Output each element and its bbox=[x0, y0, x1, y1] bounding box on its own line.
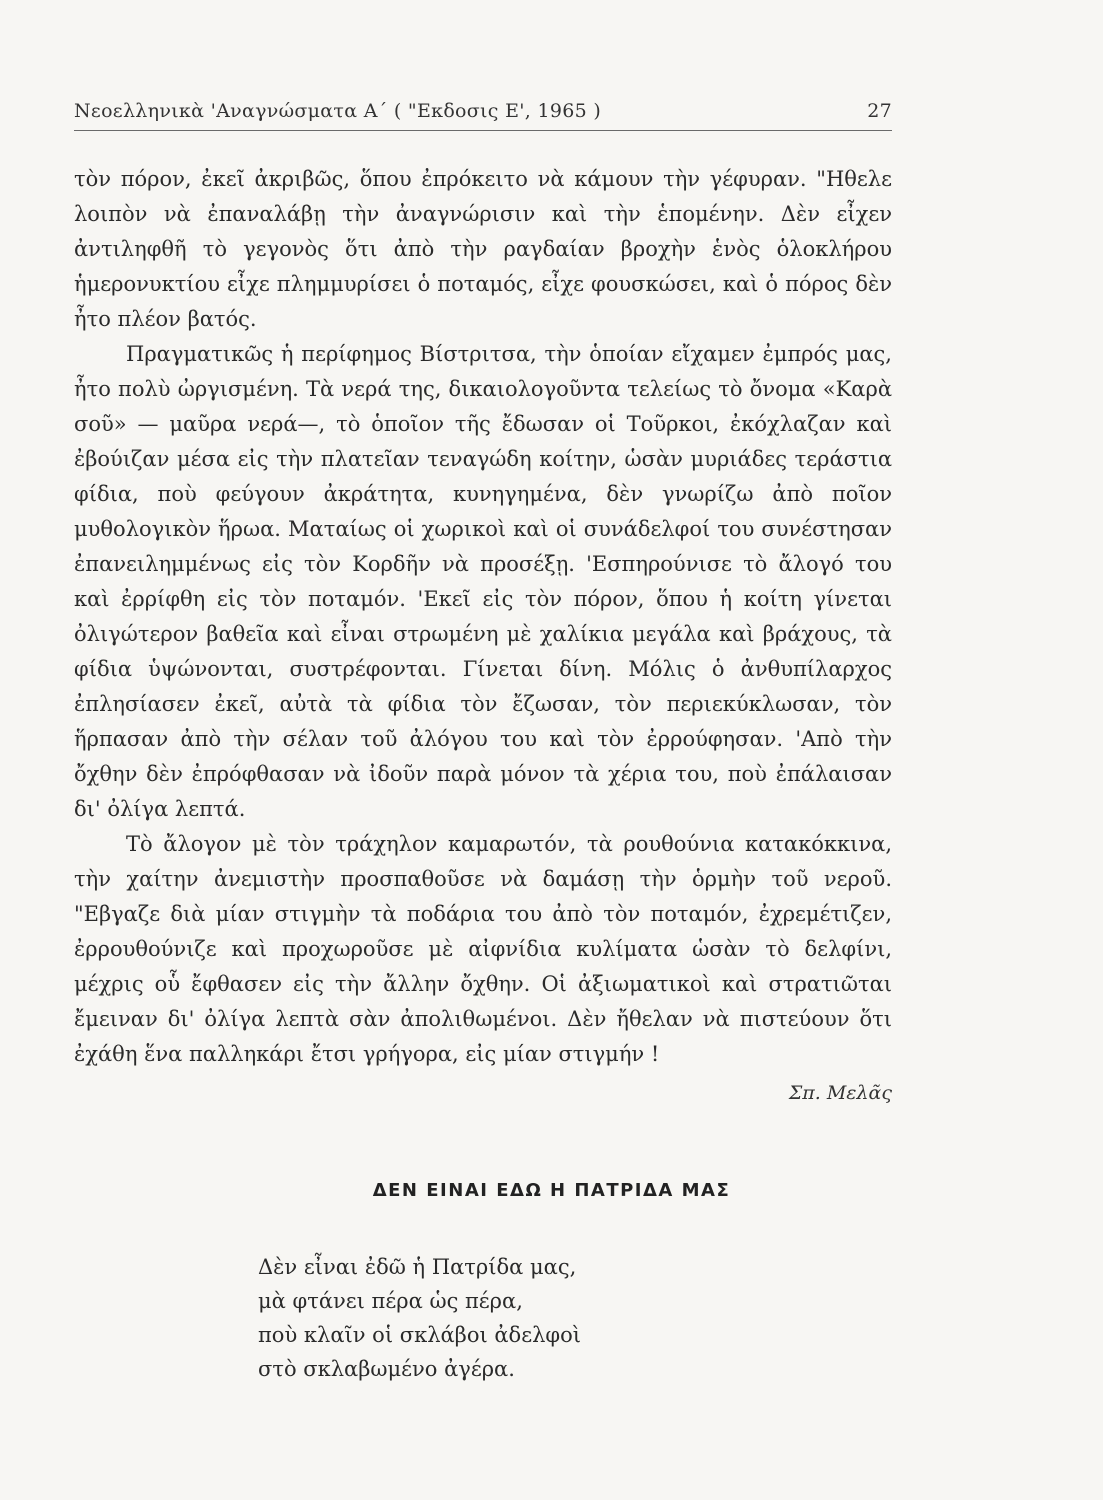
poem-line: ποὺ κλαῖν οἱ σκλάβοι ἀδελφοὶ bbox=[258, 1323, 581, 1347]
poem-title: ΔΕΝ ΕΙΝΑΙ ΕΔΩ Η ΠΑΤΡΙΔΑ ΜΑΣ bbox=[372, 1180, 731, 1201]
poem-line: Δὲν εἶναι ἐδῶ ἡ Πατρίδα μας, bbox=[258, 1255, 577, 1279]
paragraph: Τὸ ἄλογον μὲ τὸν τράχηλον καμαρωτόν, τὰ ρουθούνια κατακόκκινα, τὴν χαίτην ἀνεμιστὴν προσπαθοῦσε νὰ δαμάσῃ τὴν ὁρμὴν τοῦ νεροῦ. "Εβγαζε διὰ μίαν στιγμὴν τὰ ποδάρια του ἀπὸ τὸν ποταμόν, ἐχρεμέτιζεν, ἐρρουθούνιζε καὶ προχωροῦσε μὲ αἰφνίδια κυλίματα ὡσὰν τὸ δελφίνι, μέχρις οὗ ἔφθασεν εἰς τὴν ἄλλην ὄχθην. Οἱ ἀξιωματικοὶ καὶ στρατιῶται ἔμειναν δι' ὀλίγα λεπτὰ σὰν ἀπολιθωμένοι. Δὲν ἤθελαν νὰ πιστεύουν ὅτι ἐχάθη ἕνα παλληκάρι ἔτσι γρήγορα, εἰς μίαν στιγμήν ! bbox=[74, 832, 892, 1066]
prose-body bbox=[74, 162, 892, 1072]
poem-line: στὸ σκλαβωμένο ἀγέρα. bbox=[258, 1357, 515, 1381]
paragraph: Πραγματικῶς ἡ περίφημος Βίστριτσα, τὴν ὁποίαν εἴχαμεν ἐμπρός μας, ἦτο πολὺ ὠργισμένη. Τὰ νερά της, δικαιολογοῦντα τελείως τὸ ὄνομα «Καρὰ σοῦ» — μαῦρα νερά—, τὸ ὁποῖον τῆς ἔδωσαν οἱ Τοῦρκοι, ἐκόχλαζαν καὶ ἐβούιζαν μέσα εἰς τὴν πλατεῖαν τεναγώδη κοίτην, ὡσὰν μυριάδες τεράστια φίδια, ποὺ φεύγουν ἀκράτητα, κυνηγημένα, δὲν γνωρίζω ἀπὸ ποῖον μυθολογικὸν ἥρωα. Ματαίως οἱ χωρικοὶ καὶ οἱ συνάδελφοί του συνέστησαν ἐπανειλημμένως εἰς τὸν Κορδῆν νὰ προσέξῃ. 'Εσπηρούνισε τὸ ἄλογό του καὶ ἐρρίφθη εἰς τὸν ποταμόν. 'Εκεῖ εἰς τὸν πόρον, ὅπου ἡ κοίτη γίνεται ὀλιγώτερον βαθεῖα καὶ εἶναι στρωμένη μὲ χαλίκια μεγάλα καὶ βράχους, τὰ φίδια ὑψώνονται, συστρέφονται. Γίνεται δίνη. Μόλις ὁ ἀνθυπίλαρχος ἐπλησίασεν ἐκεῖ, αὐτὰ τὰ φίδια τὸν ἔζωσαν, τὸν περιεκύκλωσαν, τὸν ἥρπασαν ἀπὸ τὴν σέλαν τοῦ ἀλόγου του καὶ τὸν ἐρρούφησαν. 'Απὸ τὴν ὄχθην δὲν ἐπρόφθασαν νὰ ἰδοῦν παρὰ μόνον τὰ χέρια του, ποὺ ἐπάλαισαν δι' ὀλίγα λεπτά. bbox=[74, 342, 892, 821]
poem-line: μὰ φτάνει πέρα ὡς πέρα, bbox=[258, 1289, 523, 1313]
author-signature: Σπ. Μελᾶς bbox=[788, 1082, 892, 1104]
page-number: 27 bbox=[867, 100, 892, 122]
book-title: Νεοελληνικὰ 'Αναγνώσματα Α΄ ( "Εκδοσις Ε', 1965 ) bbox=[74, 100, 602, 122]
poem-stanza bbox=[258, 1250, 581, 1386]
paragraph: τὸν πόρον, ἐκεῖ ἀκριβῶς, ὅπου ἐπρόκειτο νὰ κάμουν τὴν γέφυραν. "Ηθελε λοιπὸν νὰ ἐπαναλάβῃ τὴν ἀναγνώρισιν καὶ τὴν ἑπομένην. Δὲν εἶχεν ἀντιληφθῆ τὸ γεγονὸς ὅτι ἀπὸ τὴν ραγδαίαν βροχὴν ἑνὸς ὁλοκλήρου ἡμερονυκτίου εἶχε πλημμυρίσει ὁ ποταμός, εἶχε φουσκώσει, καὶ ὁ πόρος δὲν ἦτο πλέον βατός. bbox=[74, 167, 892, 331]
header-rule bbox=[74, 130, 892, 131]
running-header bbox=[74, 100, 892, 122]
